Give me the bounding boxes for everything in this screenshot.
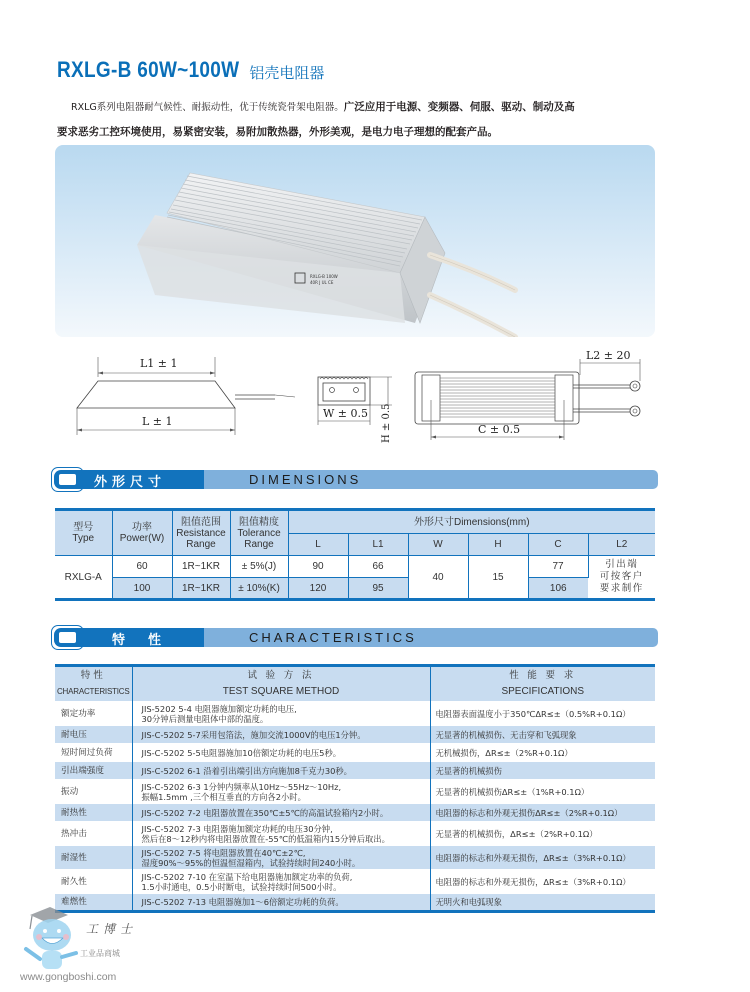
cell-H: 15 [468, 556, 528, 600]
section-banner-characteristics [54, 628, 658, 647]
table-row: 短时间过负荷 JIS-C-5202 5-5电阻器施加10倍额定功耗的电压5秒。 无机械损伤，ΔR≤±（2%R+0.1Ω） [55, 744, 655, 762]
cell-type: RXLG-A [55, 556, 112, 600]
cell-W: 40 [408, 556, 468, 600]
col-L2: L2 [588, 534, 655, 556]
page-title [57, 58, 325, 84]
table-row: 难燃性 JIS-C-5202 7-13 电阻器施加1～6倍额定功耗的负荷。 无明火和电弧现象 [55, 894, 655, 912]
resistor-illustration [55, 145, 655, 337]
watermark-logo [8, 905, 208, 992]
svg-text:H ± 0.5: H ± 0.5 [381, 403, 392, 443]
banner-box-icon [59, 632, 76, 643]
intro-bold-2: 要求恶劣工控环境使用，易紧密安装，易附加散热器，外形美观，是电力电子理想的配套产品。 [57, 126, 498, 138]
table-row: 耐久性 JIS-C-5202 7-10 在室温下给电阻器施加额定功率的负荷, 1.5小时通电，0.5小时断电，试验持续时间500小时。 电阻器的标志和外观无损伤，ΔR≤±（3%R+0.1Ω） [55, 870, 655, 894]
side-view-drawing [77, 357, 295, 435]
cell-L2: 引出端 可按客户 要求制作 [588, 556, 655, 600]
col-characteristics: 特性 CHARACTERISTICS [55, 666, 132, 702]
table-row: RXLG-A 60 1R~1KR ± 5%(J) 90 66 40 15 77 引出端 可按客户 要求制作 [55, 556, 655, 578]
section-title-en: DIMENSIONS [249, 472, 362, 487]
product-photo [55, 145, 655, 337]
col-H: H [468, 534, 528, 556]
table-row: 引出端强度 JIS-C-5202 6-1 沿着引出端引出方向施加8千克力30秒。 无显著的机械损伤 [55, 762, 655, 780]
section-title-cn: 外形尺寸 [94, 475, 167, 490]
svg-text:W ± 0.5: W ± 0.5 [323, 407, 369, 420]
dimension-drawings [60, 345, 660, 460]
dimensions-table [55, 508, 655, 601]
characteristics-table [55, 664, 655, 913]
table-row: 振动 JIS-C-5202 6-3 1分钟内频率从10Hz～55Hz～10Hz, 振幅1.5mm ,三个相互垂直的方向各2小时。 无显著的机械损伤ΔR≤±（1%R+0.1Ω） [55, 780, 655, 804]
intro-paragraph [57, 95, 667, 144]
watermark-subtitle: 工业品商城 [80, 949, 120, 958]
section-banner-dimensions [54, 470, 658, 489]
svg-text:C ± 0.5: C ± 0.5 [478, 423, 521, 436]
col-power: 功率 Power(W) [112, 510, 172, 556]
col-L1: L1 [348, 534, 408, 556]
banner-box-icon [59, 474, 76, 485]
title-product-name: 铝壳电阻器 [249, 64, 325, 82]
col-tolerance: 阻值精度 Tolerance Range [230, 510, 288, 556]
end-view-drawing [318, 377, 392, 443]
table-row: 耐湿性 JIS-C-5202 7-5 将电阻器放置在40℃±2℃, 湿度90%～95%的恒温恒湿箱内，试验持续时间240小时。 电阻器的标志和外观无损伤，ΔR≤±（3%R+0.1Ω） [55, 846, 655, 870]
col-dimensions-group: 外形尺寸Dimensions(mm) [288, 510, 655, 534]
table-row: 热冲击 JIS-C-5202 7-3 电阻器施加额定功耗的电压30分钟, 然后在8～12秒内将电阻器放置在-55℃的低温箱内15分钟后取出。 无显著的机械损伤，ΔR≤±（2%R+0.1Ω） [55, 822, 655, 846]
svg-text:L1 ± 1: L1 ± 1 [140, 357, 178, 370]
mascot-icon [16, 905, 96, 975]
table-row: 耐热性 JIS-C-5202 7-2 电阻器放置在350℃±5℃的高温试验箱内2小时。 电阻器的标志和外观无损伤ΔR≤±（2%R+0.1Ω） [55, 804, 655, 822]
table-row: 额定功率 JIS-5202 5-4 电阻器施加额定功耗的电压, 30分钟后测量电阻体中部的温度。 电阻器表面温度小于350℃ΔR≤±（0.5%R+0.1Ω） [55, 702, 655, 726]
section-title-en: CHARACTERISTICS [249, 630, 417, 645]
intro-bold-1: 广泛应用于电源、变频器、伺服、驱动、制动及高 [343, 101, 575, 113]
col-specifications: 性 能 要 求 SPECIFICATIONS [430, 666, 655, 702]
section-title-cn: 特 性 [112, 633, 167, 648]
col-C: C [528, 534, 588, 556]
top-view-drawing [415, 349, 640, 440]
intro-plain: RXLG系列电阻器耐气候性、耐振动性，优于传统瓷骨架电阻器。 [71, 102, 344, 113]
col-type: 型号 Type [55, 510, 112, 556]
svg-text:L2 ± 20: L2 ± 20 [586, 349, 631, 362]
watermark-brand: 工博士 [86, 922, 138, 936]
title-model: RXLG-B 60W~100W [57, 58, 240, 83]
col-W: W [408, 534, 468, 556]
table-row: 耐电压 JIS-C-5202 5-7采用包箔法，施加交流1000V的电压1分钟。 无显著的机械损伤、无击穿和飞弧现象 [55, 726, 655, 744]
col-range: 阻值范围 Resistance Range [172, 510, 230, 556]
watermark-url: www.gongboshi.com [20, 971, 117, 983]
table-row: 100 1R~1KR ± 10%(K) 120 95 106 [55, 578, 655, 600]
col-L: L [288, 534, 348, 556]
col-test-method: 试 验 方 法 TEST SQUARE METHOD [132, 666, 430, 702]
svg-text:RXLG-B 100W: RXLG-B 100W [310, 274, 338, 279]
svg-text:40R J UL CE: 40R J UL CE [310, 280, 334, 285]
svg-text:L ± 1: L ± 1 [142, 415, 173, 428]
